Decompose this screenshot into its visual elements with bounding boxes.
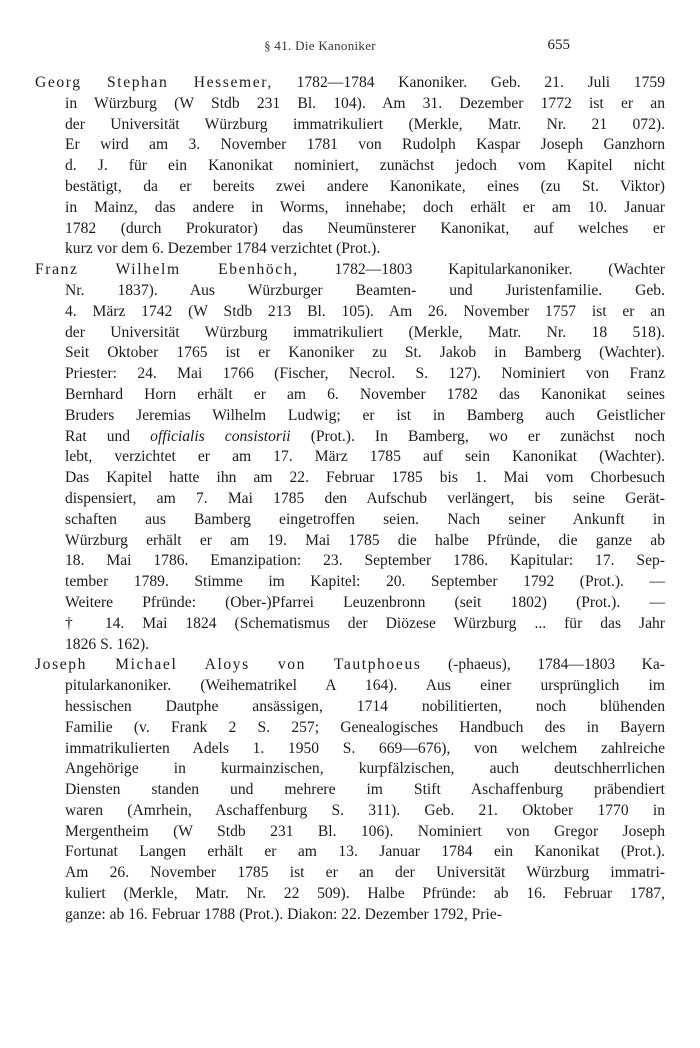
text-line — [35, 572, 665, 593]
register-entry — [35, 260, 665, 655]
line-text: 1782—1803 Kapitularkanoniker. (Wachter — [298, 261, 665, 279]
text-line — [35, 343, 665, 364]
text-line — [35, 551, 665, 572]
text-line — [35, 531, 665, 552]
line-text: hessischen Dautphe ansässigen, 1714 nobilitierten, noch blühenden — [65, 697, 665, 715]
line-text: Nr. 1837). Aus Würzburger Beamten- und Juristenfamilie. Geb. — [65, 281, 665, 299]
line-text: Am 26. November 1785 ist er an der Universität Würzburg immatri- — [65, 864, 665, 882]
text-line — [35, 510, 665, 531]
text-line — [35, 635, 665, 656]
running-title: § 41. Die Kanoniker — [264, 38, 376, 53]
line-text: 1826 S. 162). — [65, 635, 150, 653]
text-line — [35, 198, 665, 219]
line-text: 1782 (durch Prokurator) das Neumünsterer Kanonikat, auf welches er — [65, 219, 665, 237]
text-line — [35, 863, 665, 884]
text-line — [35, 780, 665, 801]
line-text: Bernhard Horn erhält er am 6. November 1782 das Kanonikat seines — [65, 385, 665, 403]
text-line — [35, 447, 665, 468]
line-text: Weitere Pfründe: (Ober-)Pfarrei Leuzenbronn (seit 1802) (Prot.). — — [65, 593, 665, 611]
line-text: tember 1789. Stimme im Kapitel: 20. September 1792 (Prot.). — — [65, 573, 665, 591]
line-text: (-phaeus), 1784—1803 Ka- — [421, 656, 665, 674]
page-number: 655 — [547, 37, 570, 53]
line-text: † 14. Mai 1824 (Schematismus der Diözese Würzburg ... für das Jahr — [65, 614, 665, 632]
text-line — [35, 739, 665, 760]
text-line — [35, 718, 665, 739]
line-text: Fortunat Langen erhält er am 13. Januar 1784 ein Kanonikat (Prot.). — [65, 843, 665, 861]
text-line — [35, 219, 665, 240]
text-line — [35, 302, 665, 323]
line-text: in Mainz, das andere in Worms, innehabe; doch erhält er am 10. Januar — [65, 198, 665, 216]
text-line — [35, 115, 665, 136]
line-text: Er wird am 3. November 1781 von Rudolph Kaspar Joseph Ganzhorn — [65, 136, 665, 154]
text-line — [35, 94, 665, 115]
text-line — [35, 385, 665, 406]
text-line — [35, 676, 665, 697]
line-text: Das Kapitel hatte ihn am 22. Februar 1785 bis 1. Mai vom Chorbesuch — [65, 469, 665, 487]
text-line — [35, 655, 665, 676]
line-text: Angehörige in kurmainzischen, kurpfälzischen, auch deutschherrlichen — [65, 760, 665, 778]
line-text: der Universität Würzburg immatrikuliert (Merkle, Matr. Nr. 18 518). — [65, 323, 665, 341]
text-line — [35, 260, 665, 281]
text-line — [35, 884, 665, 905]
line-text: der Universität Würzburg immatrikuliert (Merkle, Matr. Nr. 21 072). — [65, 115, 665, 133]
text-line — [35, 489, 665, 510]
line-text: Seit Oktober 1765 ist er Kanoniker zu St. Jakob in Bamberg (Wachter). — [65, 344, 665, 362]
line-text: 18. Mai 1786. Emanzipation: 23. September 1786. Kapitular: 17. Sep- — [65, 552, 665, 570]
line-text: Rat und — [65, 427, 151, 445]
text-line — [35, 905, 665, 926]
text-line — [35, 281, 665, 302]
line-text: in Würzburg (W Stdb 231 Bl. 104). Am 31. Dezember 1772 ist er an — [65, 94, 665, 112]
running-head — [70, 38, 570, 58]
line-text: dispensiert, am 7. Mai 1785 den Aufschub verlängert, bis seine Gerät- — [65, 489, 665, 507]
person-name: Joseph Michael Aloys von Tautphoeus — [35, 656, 422, 674]
text-line — [35, 593, 665, 614]
line-text: Mergentheim (W Stdb 231 Bl. 106). Nominiert von Gregor Joseph — [65, 822, 665, 840]
person-name: Franz Wilhelm Ebenhöch, — [35, 261, 299, 279]
line-text: kuliert (Merkle, Matr. Nr. 22 509). Halbe Pfründe: ab 16. Februar 1787, — [65, 885, 665, 903]
body-text — [35, 73, 665, 926]
line-text: waren (Amrhein, Aschaffenburg S. 311). Geb. 21. Oktober 1770 in — [65, 801, 665, 819]
text-line — [35, 135, 665, 156]
register-entry — [35, 73, 665, 260]
text-line — [35, 822, 665, 843]
line-text: schaften aus Bamberg eingetroffen seien. Nach seiner Ankunft in — [65, 510, 665, 528]
person-name: Georg Stephan Hessemer, — [35, 74, 273, 91]
line-text: immatrikulierten Adels 1. 1950 S. 669—676), von welchem zahlreiche — [65, 739, 665, 757]
text-line — [35, 73, 665, 94]
line-text: Diensten standen und mehrere im Stift Aschaffenburg präbendiert — [65, 781, 665, 799]
text-line — [35, 239, 665, 260]
text-line — [35, 177, 665, 198]
register-entry — [35, 655, 665, 925]
italic-term: officialis consistorii — [150, 427, 291, 445]
line-text: lebt, verzichtet er am 17. März 1785 auf sein Kanonikat (Wachter). — [65, 448, 665, 466]
text-line — [35, 468, 665, 489]
text-line — [35, 842, 665, 863]
line-text: pitularkanoniker. (Weihematrikel A 164). Aus einer ursprünglich im — [65, 677, 665, 695]
line-text: 4. März 1742 (W Stdb 213 Bl. 105). Am 26. November 1757 ist er an — [65, 302, 665, 320]
text-line — [35, 759, 665, 780]
line-text: Familie (v. Frank 2 S. 257; Genealogisches Handbuch des in Bayern — [65, 718, 665, 736]
line-text: bestätigt, da er bereits zwei andere Kanonikate, eines (zu St. Viktor) — [65, 177, 665, 195]
line-text: Würzburg erhält er am 19. Mai 1785 die halbe Pfründe, die ganze ab — [65, 531, 665, 549]
line-text: Bruders Jeremias Wilhelm Ludwig; er ist in Bamberg auch Geistlicher — [65, 406, 665, 424]
text-line — [35, 156, 665, 177]
line-text: ganze: ab 16. Februar 1788 (Prot.). Diakon: 22. Dezember 1792, Prie- — [65, 905, 502, 923]
line-text: 1782—1784 Kanoniker. Geb. 21. Juli 1759 — [272, 74, 665, 91]
text-line — [35, 406, 665, 427]
text-line — [35, 801, 665, 822]
text-line — [35, 364, 665, 385]
text-line — [35, 323, 665, 344]
line-text: d. J. für ein Kanonikat nominiert, zunächst jedoch vom Kapitel nicht — [65, 157, 665, 175]
line-text: kurz vor dem 6. Dezember 1784 verzichtet (Prot.). — [65, 240, 381, 258]
text-line — [35, 697, 665, 718]
line-text: Priester: 24. Mai 1766 (Fischer, Necrol. S. 127). Nominiert von Franz — [65, 365, 665, 383]
text-line — [35, 427, 665, 448]
line-text-after: (Prot.). In Bamberg, wo er zunächst noch — [290, 427, 665, 445]
text-line — [35, 614, 665, 635]
